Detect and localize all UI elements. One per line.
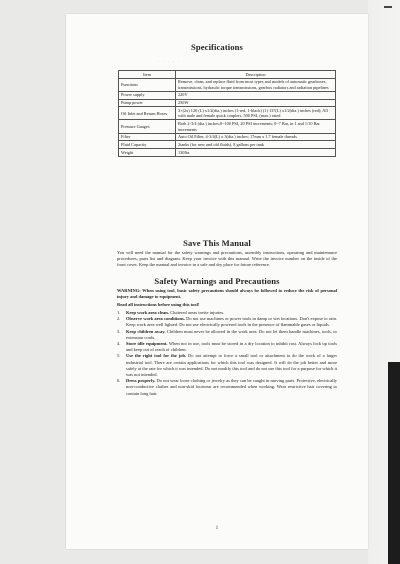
rule-number: 1. bbox=[117, 310, 121, 315]
table-cell-item: Fluid Capacity bbox=[119, 141, 176, 149]
rule-lead: Use the right tool for the job. bbox=[126, 353, 187, 359]
table-cell-item: Power supply bbox=[119, 91, 176, 99]
rule-text: Do not use machines or power tools in damp or wet locations. Don't expose to rain. Keep work area well lighted. Do not use electrically powered tools in the presence of flammable gases or liquids. bbox=[126, 316, 337, 328]
rule-number: 2. bbox=[117, 316, 121, 322]
rule-lead: Store idle equipment. bbox=[126, 341, 168, 347]
table-row bbox=[119, 149, 336, 157]
scan-edge-bar bbox=[388, 362, 400, 564]
rule-number: 5. bbox=[117, 353, 121, 359]
table-row bbox=[119, 120, 336, 133]
safety-rules-list bbox=[117, 310, 337, 397]
table-header-row bbox=[119, 71, 336, 79]
table-row bbox=[119, 133, 336, 141]
rule-number: 4. bbox=[117, 341, 121, 347]
rule-lead: Observe work area conditions. bbox=[126, 316, 185, 322]
table-cell-item: Pressure Gauges bbox=[119, 120, 176, 133]
table-cell-item: Pump power bbox=[119, 99, 176, 107]
table-row bbox=[119, 99, 336, 107]
safety-rule bbox=[117, 353, 337, 378]
safety-rule bbox=[117, 378, 337, 397]
warning-text: WARNING: When using tool, basic safety precautions should always be followed to reduce the risk of personal injury and damage to equipment. bbox=[117, 288, 337, 300]
safety-rule bbox=[117, 316, 337, 328]
rule-text: Do not attempt to force a small tool or attachment to do the work of a larger industrial tool. There are certain applications for which this tool was designed. It will do the job better and more safely at the rate for which it was intended. Do not modify this tool and do not use this tool for a purpose for which it was not intended. bbox=[126, 353, 337, 378]
scan-noise: · · · · · bbox=[158, 60, 181, 65]
save-manual-heading: Save This Manual bbox=[183, 238, 251, 248]
save-manual-text: You will need the manual for the safety warnings and precautions, assembly instructions, operating and maintenance procedures, parts list and diagram. Keep your invoice with this manual. Write the invoice number on the inside of the front cover. Keep the manual and invoice in a safe and dry place for future reference. bbox=[117, 250, 337, 268]
header-description: Description bbox=[176, 71, 336, 79]
read-all-text: Read all instructions before using this tool! bbox=[117, 302, 200, 307]
table-cell-item: Weight bbox=[119, 149, 176, 157]
table-cell-description: Remove, clean, and replace fluid from most types and models of automatic gearboxes, transmissions, hydraulic torque transmissions, gearbox radiators and radiation pipelines bbox=[176, 78, 336, 91]
rule-lead: Dress properly. bbox=[126, 378, 156, 384]
rule-text: Children must never be allowed in the work area. Do not let them handle machines, tools, or extension cords. bbox=[126, 328, 337, 340]
safety-rule bbox=[117, 329, 337, 341]
specifications-heading: Specifications bbox=[190, 42, 243, 52]
table-cell-description: 220V bbox=[176, 91, 336, 99]
table-cell-item: Functions bbox=[119, 78, 176, 91]
table-cell-description: Auto Oil Filter, 4-3/4(L) x 3(dia.) inches; 17mm x 1.7 female threads bbox=[176, 133, 336, 141]
specifications-table bbox=[118, 70, 336, 157]
rule-lead: Keep work area clean. bbox=[126, 310, 169, 315]
table-row bbox=[119, 91, 336, 99]
manual-page bbox=[66, 14, 368, 549]
table-cell-description: 250W bbox=[176, 99, 336, 107]
rule-lead: Keep children away. bbox=[126, 328, 166, 334]
header-item: Item bbox=[119, 71, 176, 79]
safety-rule bbox=[117, 341, 337, 353]
table-row bbox=[119, 141, 336, 149]
rule-number: 3. bbox=[117, 328, 121, 334]
table-cell-item: Filter bbox=[119, 133, 176, 141]
page-number: 1 bbox=[215, 526, 219, 531]
table-row bbox=[119, 107, 336, 120]
table-cell-description: Both 2-3/4 (dia.) inches;0~100 PSI, 20 PSI increments; 0~7 Bar, in 1 and 1/10 Bar increments bbox=[176, 120, 336, 133]
table-cell-item: Oil Inlet and Return Hoses bbox=[119, 107, 176, 120]
rule-text: When not in use, tools must be stored in a dry location to inhibit rust. Always lock up tools and keep out of reach of children. bbox=[126, 341, 338, 353]
rule-number: 6. bbox=[117, 378, 121, 384]
rule-text: Cluttered areas invite injuries. bbox=[168, 310, 225, 315]
table-cell-description: 2tanks (for new and old fluids), 8 gallons per tank bbox=[176, 141, 336, 149]
table-cell-description: 130lbs bbox=[176, 149, 336, 157]
rule-text: Do not wear loose clothing or jewelry as they can be caught in moving parts. Protective, electrically non-conductive clothes and non-skid footwear are recommended when working. Wear restrictive hair covering to contain long hair. bbox=[126, 378, 337, 396]
table-row bbox=[119, 78, 336, 91]
scan-mark bbox=[384, 6, 392, 8]
table-cell-description: 3×(2x) 120 (L) x1/2(dia.) inches (1-red, 1-black) (1) 137(L) x1/2(dia.) inches (red); All with male and female quick couplers, 500 PSI, (max.) rated bbox=[176, 107, 336, 120]
safety-heading: Safety Warnings and Precautions bbox=[154, 276, 280, 286]
